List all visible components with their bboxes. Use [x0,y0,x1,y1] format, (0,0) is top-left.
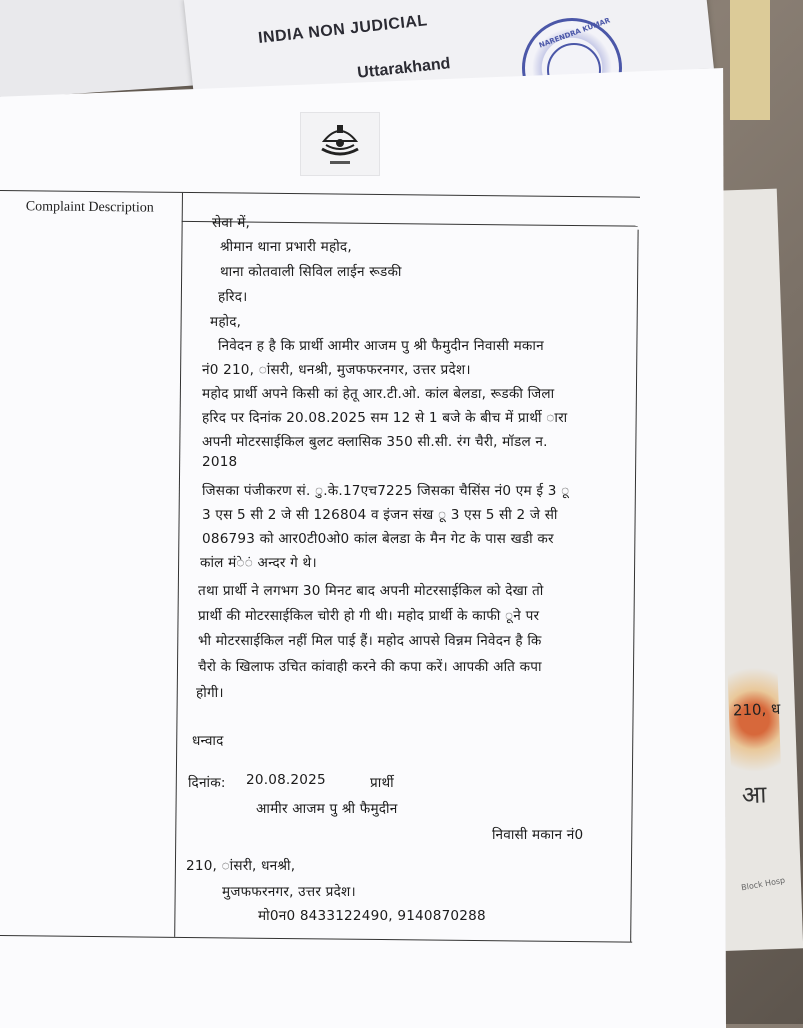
body-line: होगी। [196,685,224,701]
phone-number: मो0न0 8433122490, 9140870288 [258,908,486,924]
text-box-top-border [182,221,638,227]
closing: धन्वाद [192,733,224,749]
body-line: भी मोटरसाईकिल नहीं मिल पाई हैं। महोद आपसे विन्नम निवेदन है कि [198,633,542,649]
body-line: तथा प्रार्थी ने लगभग 30 मिनट बाद अपनी मोटरसाईकिल को देखा तो [198,583,544,599]
body-line: हरिद पर दिनांक 20.08.2025 सम 12 से 1 बजे के बीच में प्रार्थी ◌ारा [202,410,568,426]
seal-text: NARENDRA KUMAR [537,16,612,50]
date-label: दिनांक: [188,775,226,791]
addressee-line: थाना कोतवाली सिविल लाईन रूडकी [220,264,402,280]
body-line: 3 एस 5 सी 2 जे सी 126804 व इंजन संख ◌ू 3 एस 5 सी 2 जे सी [202,507,558,523]
side-address: 210, ध [732,699,781,720]
address-line: निवासी मकान नं0 [492,827,584,843]
body-line: नं0 210, ◌ांसरी, धनश्री, मुजफफरनगर, उत्तर प्रदेश। [202,362,471,378]
salutation: सेवा में, [212,215,251,231]
column-divider [174,193,183,937]
background-yellow-paper [730,0,770,120]
side-handwriting: आ [741,780,767,810]
body-line: प्रार्थी की मोटरसाईकिल चोरी हो गी थी। महोद प्रार्थी के काफी ◌ूने पर [198,608,540,624]
body-line: महोद प्रार्थी अपने किसी कां हेतू आर.टी.ओ. कांल बेलडा, रूडकी जिला [202,386,555,402]
address-line: 210, ◌ांसरी, धनश्री, [186,858,296,874]
address-line: मुजफफरनगर, उत्तर प्रदेश। [222,884,356,900]
body-line: जिसका पंजीकरण सं. ◌ु.के.17एच7225 जिसका चैसिंस नं0 एम ई 3 ◌ू [202,483,570,499]
body-line: 2018 [202,454,238,470]
sender-name: आमीर आजम पु श्री फैमुदीन [256,801,398,817]
stamp-title: INDIA NON JUDICIAL [257,12,429,47]
uttarakhand-emblem [300,112,380,176]
date-value: 20.08.2025 [246,772,326,788]
body-line: निवेदन ह है कि प्रार्थी आमीर आजम पु श्री फैमुदीन निवासी मकान [218,338,544,354]
complaint-description-label: Complaint Description [25,199,154,216]
body-line: कांल मं◌े◌ं अन्दर गे थे। [200,555,317,571]
side-small-text: Block Hosp [740,875,786,893]
stamp-state: Uttarakhand [356,55,452,82]
body-line: अपनी मोटरसाईकिल बुलट क्लासिक 350 सी.सी. रंग चैरी, मॉडल न. [202,434,548,450]
sender-label: प्रार्थी [370,775,394,791]
addressee-line: श्रीमान थाना प्रभारी महोद, [220,239,352,255]
emblem-icon [316,115,364,173]
body-line: चैरो के खिलाफ उचित कांवाही करने की कपा करें। आपकी अति कपा [198,659,542,675]
addressee-line: हरिद। [218,289,248,305]
body-line: 086793 को आर0टी0ओ0 कांल बेलडा के मैन गेट के पास खडी कर [202,531,554,547]
greeting: महोद, [210,314,242,330]
